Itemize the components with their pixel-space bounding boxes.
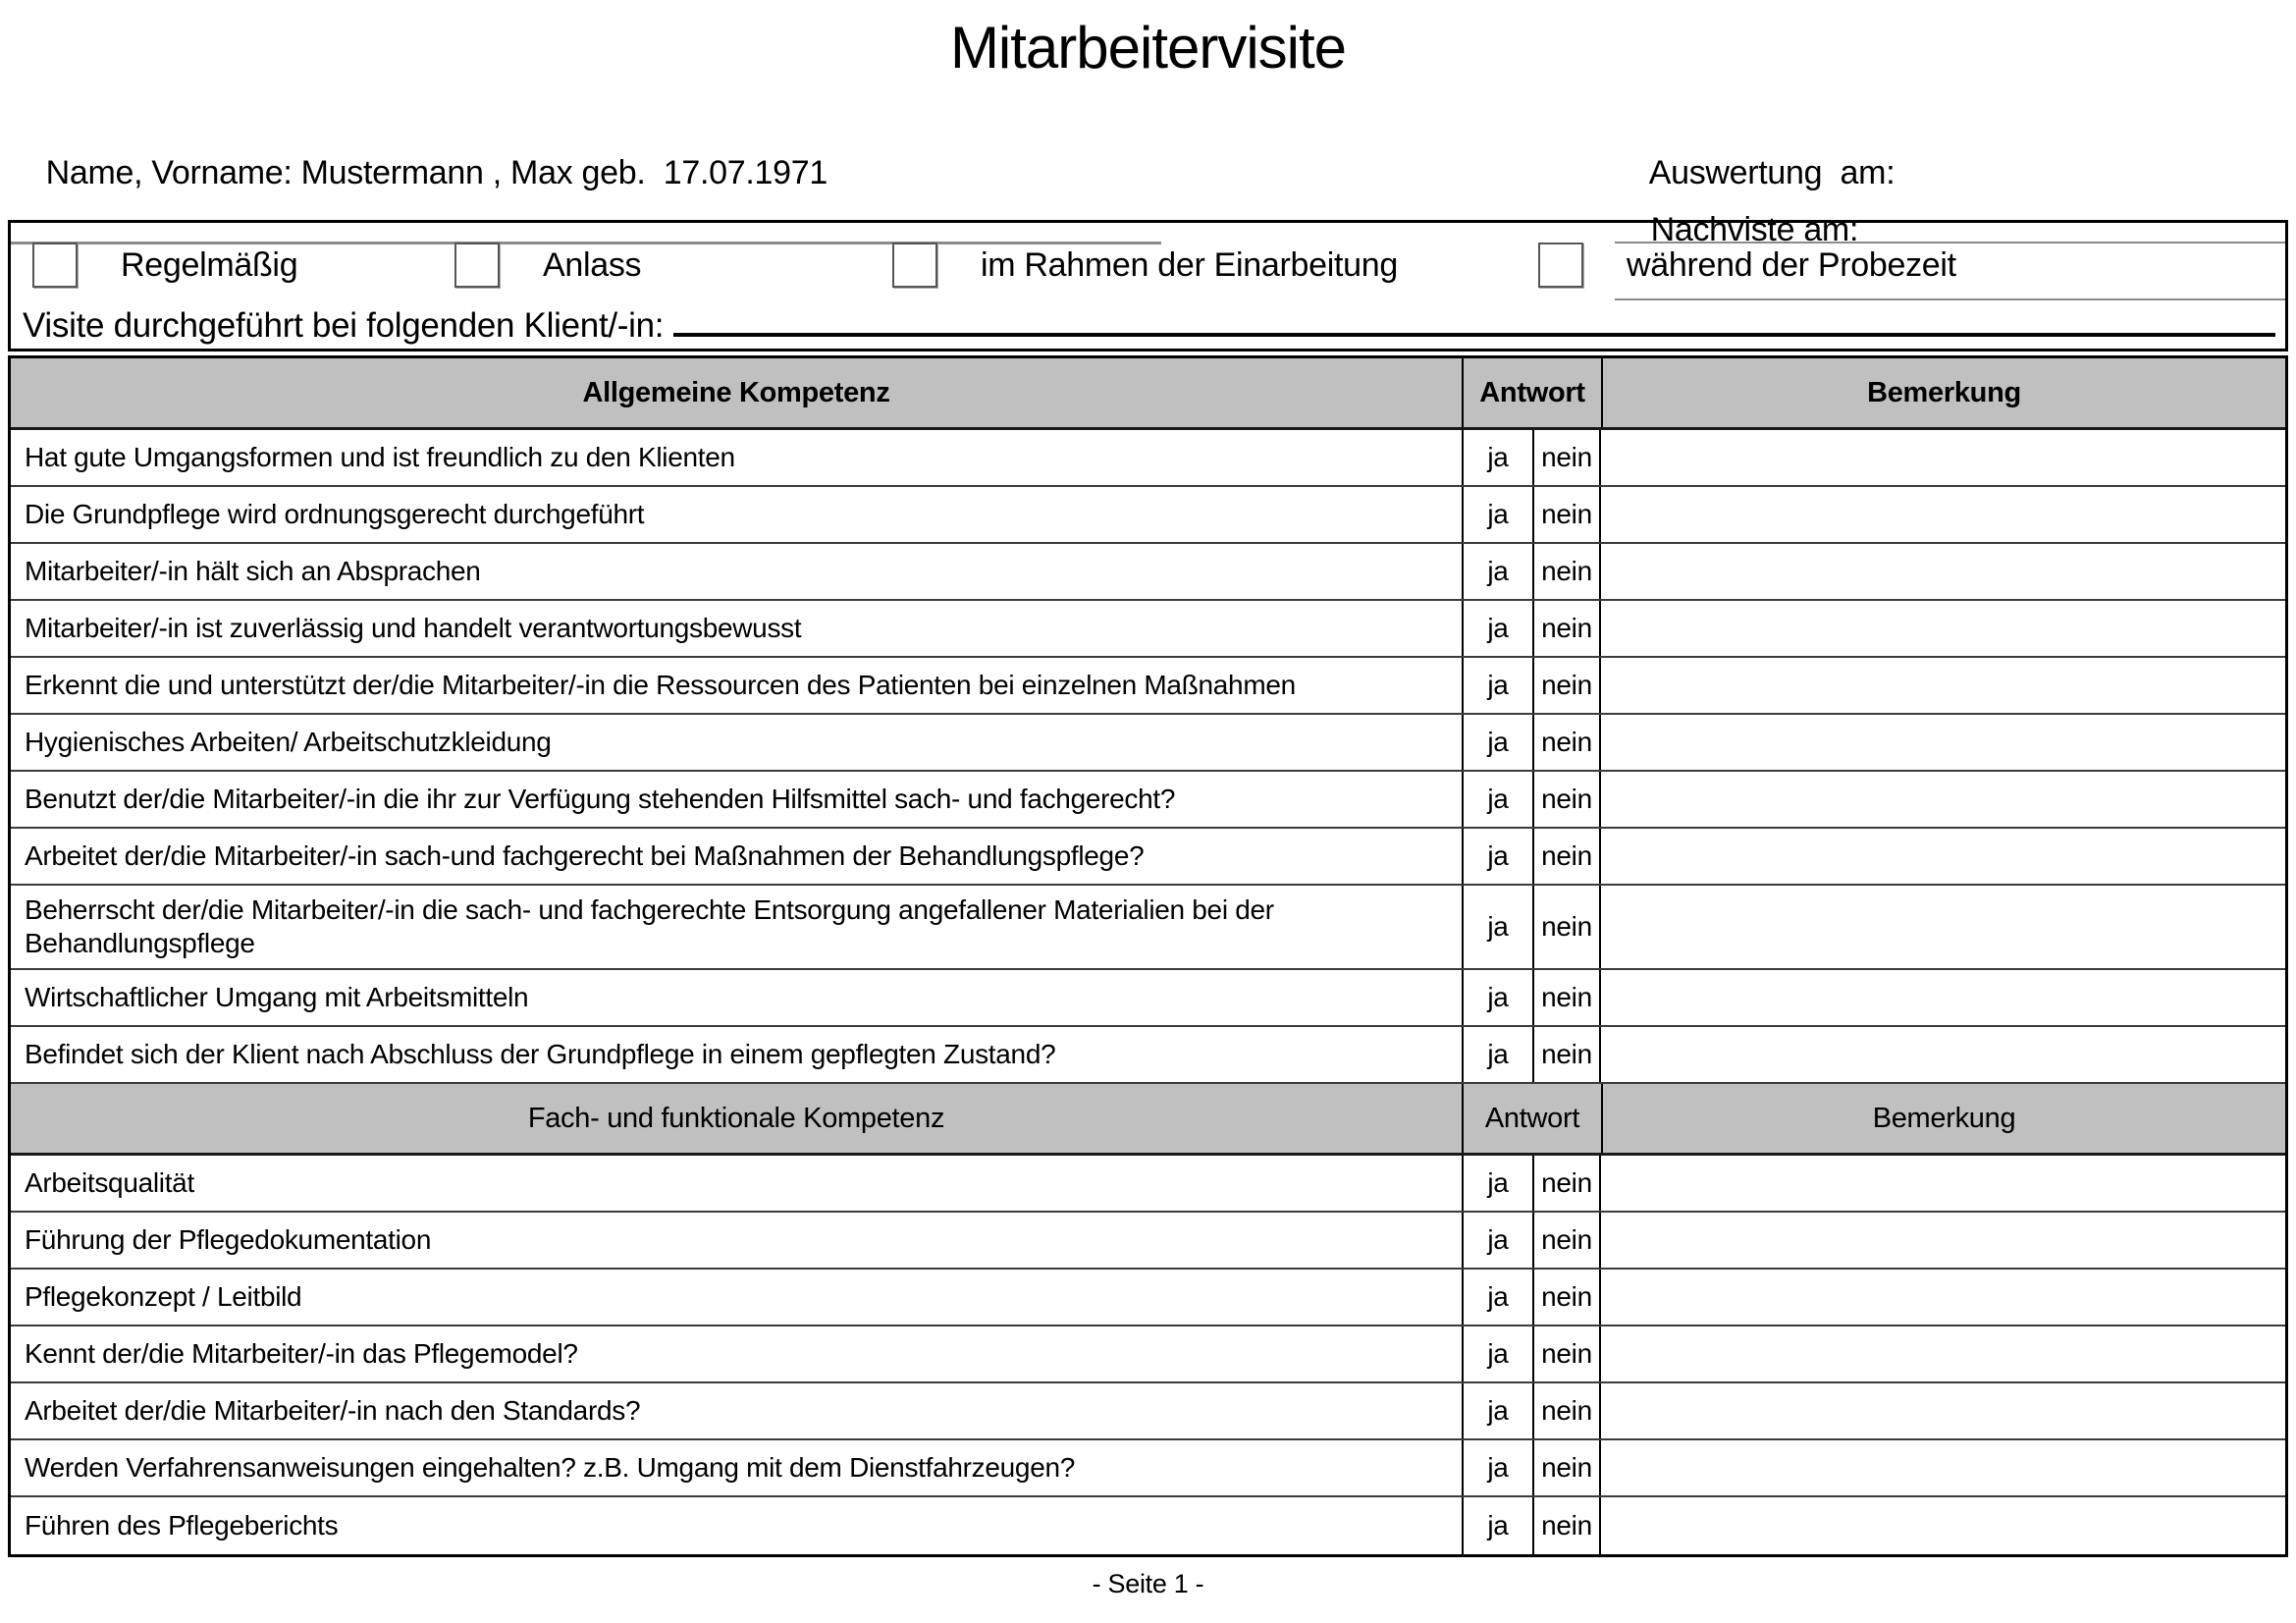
- answer-ja-cell[interactable]: ja: [1462, 1440, 1532, 1495]
- answer-ja-cell[interactable]: ja: [1462, 1383, 1532, 1438]
- bemerkung-cell[interactable]: [1599, 715, 2285, 770]
- section-title: Allgemeine Kompetenz: [582, 377, 890, 408]
- checkbox-label: Regelmäßig: [121, 245, 298, 284]
- section-header-row: [11, 1084, 2285, 1156]
- client-fill-line[interactable]: [673, 298, 2275, 337]
- answer-nein-cell[interactable]: nein: [1532, 1213, 1599, 1268]
- table-row: [11, 772, 2285, 829]
- answer-ja-cell[interactable]: ja: [1462, 430, 1532, 485]
- question-text: Führen des Pflegeberichts: [25, 1510, 339, 1541]
- answer-nein-cell[interactable]: nein: [1532, 544, 1599, 599]
- answer-ja-cell[interactable]: ja: [1462, 715, 1532, 770]
- bemerkung-cell[interactable]: [1599, 601, 2285, 656]
- table-row: [11, 970, 2285, 1027]
- table-row: [11, 1213, 2285, 1270]
- question-text: Führung der Pflegedokumentation: [25, 1224, 432, 1255]
- question-text: Mitarbeiter/-in hält sich an Absprachen: [25, 556, 481, 586]
- answer-nein-cell[interactable]: nein: [1532, 430, 1599, 485]
- page-title: Mitarbeitervisite: [949, 15, 1347, 81]
- checkbox-regelmaessig[interactable]: [32, 243, 78, 288]
- answer-ja-cell[interactable]: ja: [1462, 886, 1532, 968]
- bemerkung-cell[interactable]: [1599, 1027, 2285, 1082]
- answer-ja-cell[interactable]: ja: [1462, 487, 1532, 542]
- question-text: Arbeitet der/die Mitarbeiter/-in sach-und fachgerecht bei Maßnahmen der Behandlungspflege?: [25, 840, 1145, 871]
- table-row: [11, 715, 2285, 772]
- checkbox-probezeit[interactable]: [1538, 243, 1583, 288]
- answer-ja-cell[interactable]: ja: [1462, 829, 1532, 884]
- table-row: [11, 1156, 2285, 1213]
- bemerkung-cell[interactable]: [1599, 1497, 2285, 1554]
- visit-type-box: [8, 220, 2288, 352]
- answer-ja-cell[interactable]: ja: [1462, 1213, 1532, 1268]
- bemerkung-cell[interactable]: [1599, 1383, 2285, 1438]
- answer-ja-cell[interactable]: ja: [1462, 1156, 1532, 1211]
- bemerkung-cell[interactable]: [1599, 829, 2285, 884]
- checkbox-label: im Rahmen der Einarbeitung: [981, 245, 1398, 284]
- table-row: [11, 1383, 2285, 1440]
- table-row: [11, 886, 2285, 970]
- visit-type-option-einarbeitung: [892, 243, 1398, 288]
- question-text: Arbeitet der/die Mitarbeiter/-in nach den Standards?: [25, 1395, 641, 1426]
- bemerkung-cell[interactable]: [1599, 1326, 2285, 1381]
- nachviste-label: Nachviste am:: [1650, 211, 1859, 248]
- competency-table: [8, 355, 2288, 1557]
- question-text: Befindet sich der Klient nach Abschluss der Grundpflege in einem gepflegten Zustand?: [25, 1039, 1056, 1069]
- table-row: [11, 829, 2285, 886]
- table-row: [11, 658, 2285, 715]
- question-text: Erkennt die und unterstützt der/die Mitarbeiter/-in die Ressourcen des Patienten bei einzelnen Maßnahmen: [25, 670, 1296, 700]
- answer-ja-cell[interactable]: ja: [1462, 970, 1532, 1025]
- table-row: [11, 544, 2285, 601]
- bemerkung-cell[interactable]: [1599, 430, 2285, 485]
- answer-nein-cell[interactable]: nein: [1532, 772, 1599, 827]
- table-row: [11, 1270, 2285, 1326]
- name-line-text: Name, Vorname: Mustermann , Max geb. 17.07.1971: [45, 154, 828, 191]
- checkbox-label: Anlass: [543, 245, 642, 284]
- answer-ja-cell[interactable]: ja: [1462, 658, 1532, 713]
- answer-nein-cell[interactable]: nein: [1532, 601, 1599, 656]
- table-row: [11, 1497, 2285, 1554]
- answer-ja-cell[interactable]: ja: [1462, 544, 1532, 599]
- bemerkung-cell[interactable]: [1599, 487, 2285, 542]
- bemerkung-cell[interactable]: [1599, 1213, 2285, 1268]
- antwort-column-header: Antwort: [1462, 358, 1601, 427]
- table-row: [11, 1326, 2285, 1383]
- checkbox-label: während der Probezeit: [1627, 245, 1956, 284]
- visit-type-option-regelmaessig: [32, 243, 297, 288]
- table-row: [11, 1440, 2285, 1497]
- auswertung-label: Auswertung am:: [1648, 154, 1896, 191]
- bemerkung-cell[interactable]: [1599, 1270, 2285, 1325]
- question-text: Benutzt der/die Mitarbeiter/-in die ihr zur Verfügung stehenden Hilfsmittel sach- und fachgerecht?: [25, 784, 1176, 814]
- question-text: Kennt der/die Mitarbeiter/-in das Pflegemodel?: [25, 1338, 578, 1369]
- answer-nein-cell[interactable]: nein: [1532, 1440, 1599, 1495]
- answer-nein-cell[interactable]: nein: [1532, 886, 1599, 968]
- bemerkung-column-header: Bemerkung: [1601, 1084, 2285, 1153]
- bemerkung-cell[interactable]: [1599, 1156, 2285, 1211]
- answer-nein-cell[interactable]: nein: [1532, 1156, 1599, 1211]
- section-title: Fach- und funktionale Kompetenz: [527, 1103, 945, 1134]
- bemerkung-cell[interactable]: [1599, 658, 2285, 713]
- bemerkung-cell[interactable]: [1599, 886, 2285, 968]
- bemerkung-cell[interactable]: [1599, 970, 2285, 1025]
- bemerkung-column-header: Bemerkung: [1601, 358, 2285, 427]
- antwort-column-header: Antwort: [1462, 1084, 1601, 1153]
- question-text: Mitarbeiter/-in ist zuverlässig und handelt verantwortungsbewusst: [25, 613, 802, 643]
- visit-type-option-anlass: [454, 243, 641, 288]
- table-row: [11, 601, 2285, 658]
- answer-ja-cell[interactable]: ja: [1462, 772, 1532, 827]
- answer-ja-cell[interactable]: ja: [1462, 1027, 1532, 1082]
- answer-nein-cell[interactable]: nein: [1532, 715, 1599, 770]
- bemerkung-cell[interactable]: [1599, 544, 2285, 599]
- table-row: [11, 487, 2285, 544]
- section-header-row: [11, 358, 2285, 430]
- question-text: Werden Verfahrensanweisungen eingehalten? z.B. Umgang mit dem Dienstfahrzeugen?: [25, 1452, 1076, 1483]
- question-text: Pflegekonzept / Leitbild: [25, 1281, 302, 1312]
- answer-nein-cell[interactable]: nein: [1532, 658, 1599, 713]
- answer-ja-cell[interactable]: ja: [1462, 1326, 1532, 1381]
- checkbox-einarbeitung[interactable]: [892, 243, 937, 288]
- answer-nein-cell[interactable]: nein: [1532, 970, 1599, 1025]
- question-text: Hygienisches Arbeiten/ Arbeitschutzkleidung: [25, 727, 552, 757]
- page-number: - Seite 1 -: [1092, 1569, 1204, 1598]
- checkbox-anlass[interactable]: [454, 243, 500, 288]
- answer-nein-cell[interactable]: nein: [1532, 829, 1599, 884]
- answer-nein-cell[interactable]: nein: [1532, 1027, 1599, 1082]
- question-text: Beherrscht der/die Mitarbeiter/-in die sach- und fachgerechte Entsorgung angefallener Materialien bei der Behandlungspflege: [25, 894, 1274, 958]
- answer-nein-cell[interactable]: nein: [1532, 1270, 1599, 1325]
- answer-ja-cell[interactable]: ja: [1462, 601, 1532, 656]
- question-text: Die Grundpflege wird ordnungsgerecht durchgeführt: [25, 499, 645, 529]
- client-label: Visite durchgeführt bei folgenden Klient/-in:: [23, 306, 665, 345]
- answer-nein-cell[interactable]: nein: [1532, 1326, 1599, 1381]
- question-text: Arbeitsqualität: [25, 1167, 194, 1198]
- table-row: [11, 1027, 2285, 1084]
- answer-nein-cell[interactable]: nein: [1532, 1497, 1599, 1554]
- visit-type-option-probezeit: [1538, 243, 1956, 288]
- answer-nein-cell[interactable]: nein: [1532, 487, 1599, 542]
- client-line: [23, 298, 2275, 346]
- bemerkung-cell[interactable]: [1599, 1440, 2285, 1495]
- question-text: Hat gute Umgangsformen und ist freundlich zu den Klienten: [25, 442, 735, 472]
- table-row: [11, 430, 2285, 487]
- answer-ja-cell[interactable]: ja: [1462, 1270, 1532, 1325]
- answer-nein-cell[interactable]: nein: [1532, 1383, 1599, 1438]
- answer-ja-cell[interactable]: ja: [1462, 1497, 1532, 1554]
- question-text: Wirtschaftlicher Umgang mit Arbeitsmitteln: [25, 982, 529, 1012]
- bemerkung-cell[interactable]: [1599, 772, 2285, 827]
